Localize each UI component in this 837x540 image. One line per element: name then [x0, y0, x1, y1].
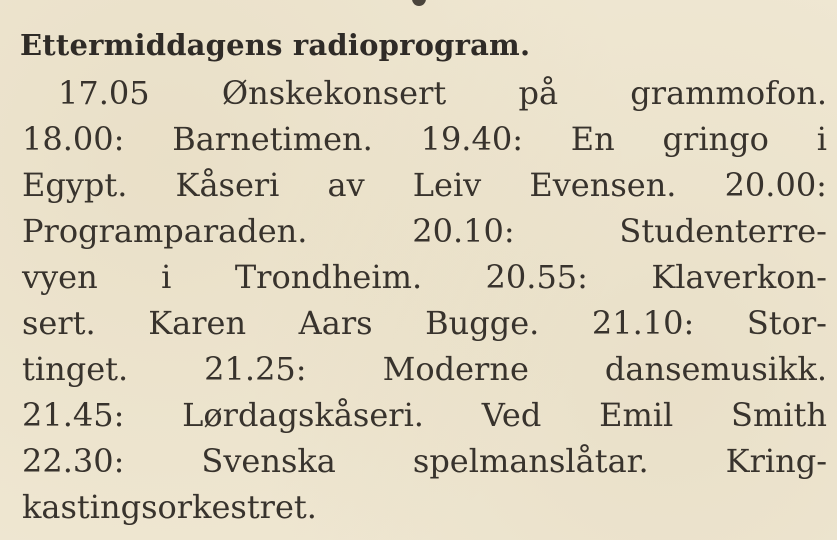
- word: i: [161, 258, 172, 296]
- word: Ved: [481, 396, 542, 434]
- word: 22.30:: [22, 442, 125, 480]
- word: grammofon.: [630, 74, 827, 112]
- word: Egypt.: [22, 166, 128, 204]
- word: kastingsorkestret.: [22, 488, 317, 526]
- word: 21.45:: [22, 396, 125, 434]
- word: Klaverkon-: [651, 258, 827, 296]
- text-line: [22, 254, 827, 300]
- text-line: [22, 484, 827, 530]
- word: Kring-: [725, 442, 827, 480]
- text-line: [22, 438, 827, 484]
- word: Evensen.: [529, 166, 677, 204]
- word: vyen: [22, 258, 98, 296]
- text-line: [22, 346, 827, 392]
- word: 20.55:: [485, 258, 588, 296]
- word: Studenterre-: [619, 212, 827, 250]
- word: gringo: [662, 120, 769, 158]
- word: sert.: [22, 304, 96, 342]
- word: Leiv: [412, 166, 482, 204]
- text-line: [22, 208, 827, 254]
- word: 21.25:: [204, 350, 307, 388]
- word: spelmanslåtar.: [412, 442, 649, 480]
- text-line: [22, 116, 827, 162]
- word: Barnetimen.: [172, 120, 373, 158]
- word: Stor-: [746, 304, 827, 342]
- word: 21.10:: [591, 304, 695, 342]
- word: av: [327, 166, 365, 204]
- headline: Ettermiddagens radioprogram.: [20, 28, 531, 62]
- word: Aars: [298, 304, 373, 342]
- word: Bugge.: [425, 304, 540, 342]
- ornament-mark: [412, 0, 426, 6]
- word: Programparaden.: [22, 212, 308, 250]
- word: 20.00:: [724, 166, 827, 204]
- word: Ønskekonsert: [221, 74, 447, 112]
- word: 20.10:: [412, 212, 515, 250]
- text-line: [22, 162, 827, 208]
- word: Karen: [148, 304, 247, 342]
- word: på: [518, 74, 559, 112]
- word: En: [570, 120, 615, 158]
- word: 18.00:: [22, 120, 125, 158]
- word: tinget.: [22, 350, 129, 388]
- text-line: [22, 392, 827, 438]
- word: Moderne: [382, 350, 529, 388]
- word: i: [816, 120, 827, 158]
- word: Emil: [599, 396, 674, 434]
- word: Kåseri: [175, 166, 280, 204]
- word: Smith: [731, 396, 827, 434]
- word: dansemusikk.: [604, 350, 827, 388]
- text-line: [22, 300, 827, 346]
- program-listing: [22, 70, 827, 530]
- word: Trondheim.: [234, 258, 423, 296]
- word: Svenska: [201, 442, 336, 480]
- word: 19.40:: [420, 120, 523, 158]
- word: 17.05: [58, 74, 150, 112]
- text-line: [22, 70, 827, 116]
- word: Lørdagskåseri.: [182, 396, 424, 434]
